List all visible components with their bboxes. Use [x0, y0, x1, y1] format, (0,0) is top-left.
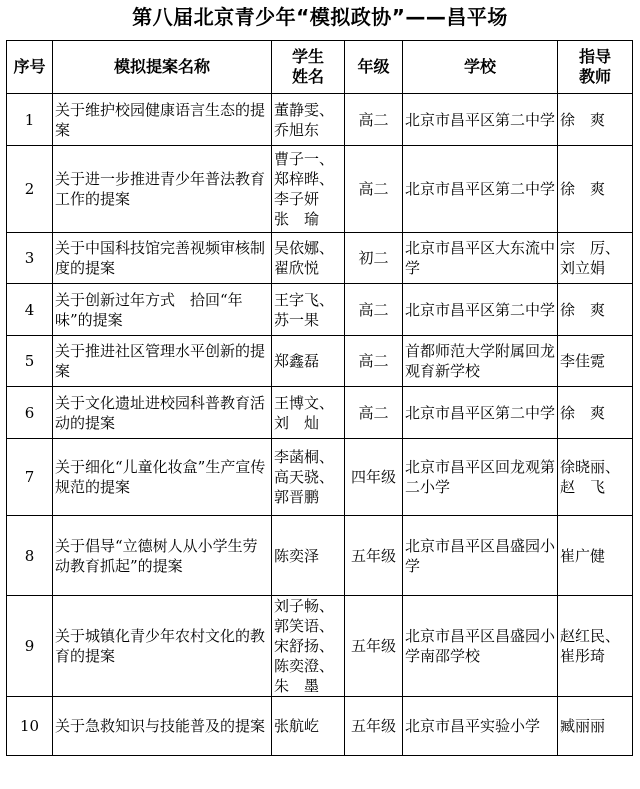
cell-grade: 高二	[345, 94, 403, 146]
table-row	[7, 596, 633, 697]
table-row	[7, 284, 633, 336]
cell-seq: 3	[7, 233, 53, 284]
table-row	[7, 94, 633, 146]
cell-grade: 五年级	[345, 516, 403, 596]
cell-grade: 五年级	[345, 697, 403, 756]
cell-teacher: 徐 爽	[558, 284, 633, 336]
cell-school: 北京市昌平区回龙观第二小学	[403, 439, 558, 516]
cell-seq: 8	[7, 516, 53, 596]
cell-proposal-title: 关于维护校园健康语言生态的提案	[53, 94, 272, 146]
cell-school: 北京市昌平区昌盛园小学南邵学校	[403, 596, 558, 697]
cell-teacher: 臧丽丽	[558, 697, 633, 756]
table-body	[7, 94, 633, 756]
proposal-table	[6, 40, 633, 756]
header-teacher: 指导 教师	[558, 41, 633, 94]
cell-students: 刘子畅、 郭笑语、 宋舒扬、 陈奕澄、 朱 墨	[272, 596, 345, 697]
table-row	[7, 387, 633, 439]
cell-students: 曹子一、 郑梓晔、 李子妍 张 瑜	[272, 146, 345, 233]
cell-school: 北京市昌平区第二中学	[403, 146, 558, 233]
cell-school: 北京市昌平区第二中学	[403, 94, 558, 146]
table-row	[7, 697, 633, 756]
header-grade: 年级	[345, 41, 403, 94]
cell-school: 北京市昌平区昌盛园小学	[403, 516, 558, 596]
cell-proposal-title: 关于文化遗址进校园科普教育活动的提案	[53, 387, 272, 439]
cell-proposal-title: 关于中国科技馆完善视频审核制度的提案	[53, 233, 272, 284]
cell-seq: 10	[7, 697, 53, 756]
cell-seq: 1	[7, 94, 53, 146]
cell-teacher: 徐 爽	[558, 146, 633, 233]
cell-grade: 高二	[345, 284, 403, 336]
cell-school: 首都师范大学附属回龙观育新学校	[403, 336, 558, 387]
cell-proposal-title: 关于推进社区管理水平创新的提案	[53, 336, 272, 387]
cell-proposal-title: 关于进一步推进青少年普法教育工作的提案	[53, 146, 272, 233]
cell-proposal-title: 关于细化“儿童化妆盒”生产宣传规范的提案	[53, 439, 272, 516]
cell-students: 吴依娜、 翟欣悦	[272, 233, 345, 284]
document-title: 第八届北京青少年“模拟政协”——昌平场	[132, 5, 508, 29]
cell-teacher: 徐 爽	[558, 387, 633, 439]
cell-grade: 高二	[345, 336, 403, 387]
table-header-row	[7, 41, 633, 94]
table-row	[7, 146, 633, 233]
table-row	[7, 336, 633, 387]
cell-grade: 五年级	[345, 596, 403, 697]
cell-teacher: 赵红民、 崔彤琦	[558, 596, 633, 697]
header-school: 学校	[403, 41, 558, 94]
cell-students: 李菡桐、 高天骁、 郭晋鹏	[272, 439, 345, 516]
cell-seq: 5	[7, 336, 53, 387]
cell-students: 陈奕泽	[272, 516, 345, 596]
cell-teacher: 徐 爽	[558, 94, 633, 146]
cell-school: 北京市昌平区大东流中学	[403, 233, 558, 284]
table-row	[7, 233, 633, 284]
cell-proposal-title: 关于城镇化青少年农村文化的教育的提案	[53, 596, 272, 697]
cell-grade: 高二	[345, 146, 403, 233]
cell-students: 郑鑫磊	[272, 336, 345, 387]
cell-seq: 9	[7, 596, 53, 697]
cell-seq: 4	[7, 284, 53, 336]
cell-proposal-title: 关于创新过年方式 拾回“年味”的提案	[53, 284, 272, 336]
header-students: 学生 姓名	[272, 41, 345, 94]
cell-seq: 2	[7, 146, 53, 233]
cell-teacher: 徐晓丽、 赵 飞	[558, 439, 633, 516]
cell-students: 董静雯、 乔旭东	[272, 94, 345, 146]
cell-proposal-title: 关于倡导“立德树人从小学生劳动教育抓起”的提案	[53, 516, 272, 596]
cell-proposal-title: 关于急救知识与技能普及的提案	[53, 697, 272, 756]
cell-grade: 高二	[345, 387, 403, 439]
cell-students: 王字飞、 苏一果	[272, 284, 345, 336]
header-seq: 序号	[7, 41, 53, 94]
cell-seq: 6	[7, 387, 53, 439]
table-row	[7, 439, 633, 516]
cell-grade: 初二	[345, 233, 403, 284]
cell-school: 北京市昌平区第二中学	[403, 284, 558, 336]
cell-teacher: 李佳霓	[558, 336, 633, 387]
cell-school: 北京市昌平实验小学	[403, 697, 558, 756]
cell-students: 王博文、 刘 灿	[272, 387, 345, 439]
header-title: 模拟提案名称	[53, 41, 272, 94]
cell-students: 张航屹	[272, 697, 345, 756]
cell-seq: 7	[7, 439, 53, 516]
table-row	[7, 516, 633, 596]
cell-grade: 四年级	[345, 439, 403, 516]
cell-teacher: 宗 厉、 刘立娟	[558, 233, 633, 284]
cell-school: 北京市昌平区第二中学	[403, 387, 558, 439]
cell-teacher: 崔广健	[558, 516, 633, 596]
